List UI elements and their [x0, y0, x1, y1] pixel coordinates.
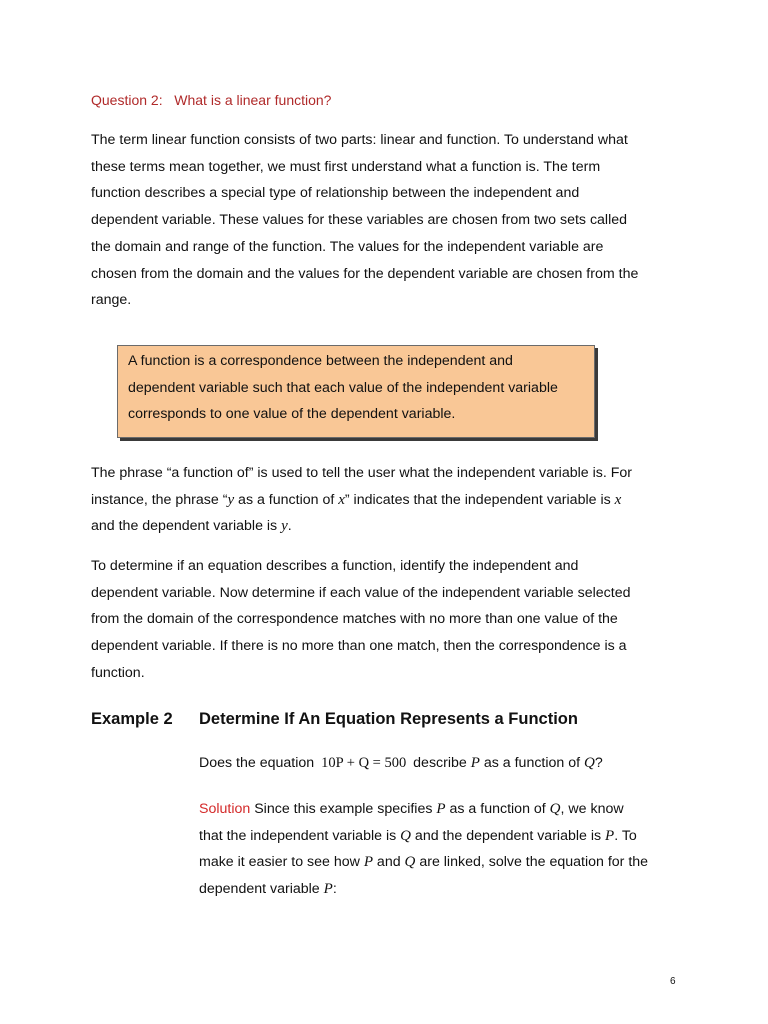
intro-line: these terms mean together, we must first understand what a function is. The term [91, 158, 601, 175]
phrase-line: The phrase “a function of” is used to tell the user what the independent variable is. For [91, 465, 633, 481]
intro-paragraph [91, 127, 691, 314]
variable-q: Q [584, 755, 595, 771]
question-text: Does the equation [199, 755, 319, 771]
variable-p: P [436, 801, 446, 817]
determine-line: dependent variable. Now determine if each value of the independent variable selected [91, 584, 631, 601]
phrase-text: as a function of [234, 491, 339, 508]
variable-p: P [323, 881, 333, 898]
solution-line [199, 849, 699, 876]
variable-x: x [338, 491, 345, 508]
solution-text: and the dependent variable is [410, 827, 606, 844]
variable-y: y [227, 491, 235, 508]
solution-text: are linked, solve the equation for the [415, 854, 649, 871]
solution-text: and [372, 854, 405, 871]
example-question [199, 755, 603, 772]
definition-box [117, 345, 595, 438]
variable-p: P [470, 755, 480, 771]
solution-text: Since this example specifies [250, 801, 437, 817]
example-label: Example 2 [91, 710, 173, 728]
page-number: 6 [670, 976, 676, 987]
solution-text: make it easier to see how [199, 854, 364, 871]
question-text: ? [594, 755, 603, 771]
solution-text: . To [614, 827, 637, 844]
determine-line: function. [91, 664, 145, 681]
intro-line: chosen from the domain and the values for the dependent variable are chosen from the [91, 265, 639, 282]
definition-line: dependent variable such that each value of the independent variable [128, 379, 558, 396]
question-heading: Question 2: What is a linear function? [91, 92, 332, 108]
phrase-text: and the dependent variable is [91, 518, 282, 535]
solution-paragraph [199, 796, 699, 903]
solution-text: as a function of [445, 801, 550, 817]
phrase-paragraph [91, 460, 691, 540]
variable-q: Q [404, 854, 416, 871]
variable-p: P [605, 827, 615, 844]
phrase-text: . [287, 518, 292, 535]
variable-p: P [363, 854, 373, 871]
definition-line: A function is a correspondence between the independent and [128, 353, 513, 369]
intro-line: function describes a special type of relationship between the independent and [91, 185, 580, 202]
question-text: describe [409, 755, 471, 771]
solution-label: Solution [199, 801, 251, 817]
intro-line: dependent variable. These values for these variables are chosen from two sets called [91, 212, 628, 229]
determine-line: To determine if an equation describes a function, identify the independent and [91, 558, 579, 574]
intro-line: the domain and range of the function. The values for the independent variable are [91, 238, 604, 255]
determine-line: from the domain of the correspondence matches with no more than one value of the [91, 611, 618, 628]
phrase-text: instance, the phrase “ [91, 491, 228, 508]
example-title: Determine If An Equation Represents a Function [199, 710, 578, 728]
equation [318, 755, 409, 771]
variable-x: x [614, 491, 622, 508]
definition-text [128, 348, 558, 428]
solution-text: dependent variable [199, 881, 324, 898]
variable-y: y [281, 518, 288, 535]
solution-line [199, 823, 699, 850]
phrase-text: ” indicates that the independent variable is [344, 491, 615, 508]
definition-line: corresponds to one value of the dependent variable. [128, 406, 456, 423]
solution-text: : [332, 881, 337, 898]
solution-text: , we know [560, 801, 624, 817]
equation-text: 10P + Q = 500 [321, 755, 407, 771]
solution-line [199, 796, 699, 823]
solution-line [199, 876, 699, 903]
determine-paragraph [91, 553, 691, 687]
intro-line: range. [91, 292, 132, 309]
phrase-line [91, 513, 691, 540]
solution-text: that the independent variable is [199, 827, 401, 844]
intro-line: The term linear function consists of two parts: linear and function. To understand what [91, 132, 628, 148]
determine-line: dependent variable. If there is no more than one match, then the correspondence is a [91, 638, 627, 655]
variable-q: Q [400, 827, 411, 844]
question-text: as a function of [479, 755, 585, 771]
variable-q: Q [549, 801, 561, 817]
phrase-line [91, 487, 691, 514]
